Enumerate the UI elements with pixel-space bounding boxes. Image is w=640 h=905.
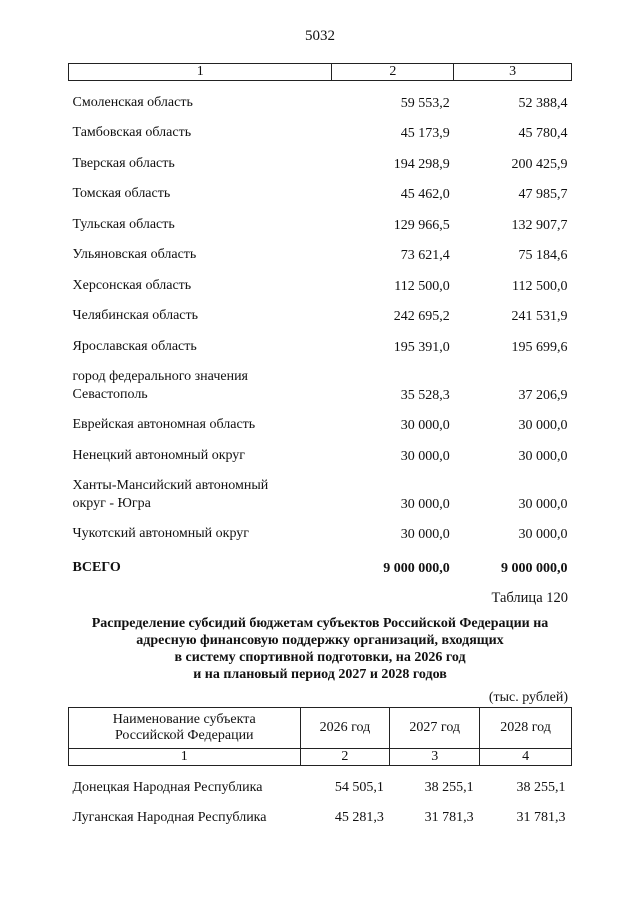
value-col-3: 52 388,4 [518, 95, 568, 111]
value-col-3: 241 531,9 [511, 309, 568, 324]
value-col-3: 75 184,6 [518, 248, 568, 263]
column-number-4: 4 [480, 749, 572, 766]
header-year-2028: 2028 год [480, 708, 572, 749]
value-col-3: 30 000,0 [518, 418, 568, 433]
column-number-2: 2 [332, 64, 454, 81]
header-year-2027: 2027 год [390, 708, 480, 749]
column-number-1: 1 [69, 749, 301, 766]
value-col-2: 45 173,9 [400, 126, 450, 141]
value-col-3: 47 985,7 [518, 187, 568, 202]
table-row [69, 766, 572, 797]
table-title-line-4: и на плановый период 2027 и 2028 годов [193, 667, 447, 682]
value-col-3: 112 500,0 [512, 278, 568, 294]
value-col-2: 30 000,0 [400, 496, 450, 512]
region-name [69, 356, 332, 404]
value-col-2: 129 966,5 [393, 217, 450, 233]
value-2027: 38 255,1 [424, 780, 474, 795]
header-year-2026: 2026 год [300, 708, 390, 749]
region-name: Челябинская область [72, 308, 198, 323]
value-col-2: 30 000,0 [400, 527, 450, 542]
table-row [69, 796, 572, 826]
region-name: Донецкая Народная Республика [72, 780, 263, 795]
table-header [69, 708, 572, 749]
sport-training-subsidy-table [68, 707, 572, 826]
region-name: Еврейская автономная область [72, 417, 256, 432]
value-col-2: 242 695,2 [393, 309, 450, 324]
column-number-3: 3 [454, 64, 572, 81]
subsidy-table-continued [68, 63, 572, 577]
page-number: 5032 [305, 28, 335, 44]
value-col-3: 132 907,7 [511, 217, 568, 233]
value-col-2: 45 462,0 [400, 187, 450, 202]
region-name-line-2: Севастополь [72, 386, 148, 402]
value-col-2: 195 391,0 [393, 339, 450, 355]
value-2028: 38 255,1 [516, 780, 566, 795]
column-number-header [69, 64, 572, 81]
region-name: Тверская область [72, 155, 175, 171]
header-subject-name [69, 708, 301, 749]
table-title-line-3: в систему спортивной подготовки, на 2026 год [174, 650, 466, 665]
column-number-header [69, 749, 572, 766]
value-2027: 31 781,3 [424, 810, 474, 825]
value-col-3: 30 000,0 [518, 448, 568, 464]
region-name: Чукотский автономный округ [72, 526, 250, 541]
table-row [69, 264, 572, 295]
value-col-3: 200 425,9 [511, 156, 568, 172]
value-col-3: 30 000,0 [518, 496, 568, 512]
value-col-2: 30 000,0 [400, 448, 450, 464]
region-name [69, 465, 332, 513]
region-name: Луганская Народная Республика [72, 810, 267, 825]
region-name-line-1: Ханты-Мансийский автономный [72, 477, 269, 493]
total-value-col-3: 9 000 000,0 [501, 561, 568, 576]
region-name: Смоленская область [72, 94, 193, 110]
value-col-2: 194 298,9 [393, 156, 450, 172]
column-number-3: 3 [390, 749, 480, 766]
header-subject-name-line-1: Наименование субъекта [112, 712, 256, 727]
value-col-2: 73 621,4 [400, 248, 450, 263]
value-2026: 54 505,1 [334, 780, 384, 795]
region-name: Ульяновская область [72, 247, 197, 262]
value-col-2: 35 528,3 [400, 387, 450, 403]
header-subject-name-line-2: Российской Федерации [114, 728, 254, 743]
units-label: (тыс. рублей) [488, 690, 568, 705]
value-col-3: 195 699,6 [511, 339, 568, 355]
table-title-line-1: Распределение субсидий бюджетам субъектов Российской Федерации на [91, 616, 549, 631]
table-row [69, 356, 572, 404]
column-number-2: 2 [300, 749, 390, 766]
table-row [69, 404, 572, 435]
table-row [69, 465, 572, 513]
total-label: ВСЕГО [72, 560, 121, 575]
region-name: Херсонская область [72, 277, 192, 293]
region-name-line-1: город федерального значения [72, 368, 248, 384]
value-col-2: 59 553,2 [400, 95, 450, 111]
value-col-3: 37 206,9 [518, 387, 568, 403]
table-row [69, 203, 572, 234]
table-row [69, 295, 572, 326]
table-row [69, 142, 572, 173]
table-row [69, 112, 572, 143]
table-row [69, 173, 572, 204]
total-value-col-2: 9 000 000,0 [383, 561, 450, 576]
table-row [69, 325, 572, 356]
table-title [60, 615, 580, 683]
value-2026: 45 281,3 [334, 810, 384, 825]
value-2028: 31 781,3 [516, 810, 566, 825]
table-row [69, 434, 572, 465]
value-col-3: 45 780,4 [518, 126, 568, 141]
total-row [69, 543, 572, 577]
region-name-line-2: округ - Югра [72, 495, 151, 511]
table-row [69, 513, 572, 544]
region-name: Тульская область [72, 216, 175, 232]
value-col-3: 30 000,0 [518, 527, 568, 542]
value-col-2: 112 500,0 [394, 278, 450, 294]
region-name: Ярославская область [72, 338, 197, 354]
value-col-2: 30 000,0 [400, 418, 450, 433]
region-name: Тамбовская область [72, 125, 192, 140]
region-name: Ненецкий автономный округ [72, 447, 246, 463]
table-title-line-2: адресную финансовую поддержку организаций, входящих [136, 633, 504, 648]
table-number: Таблица 120 [491, 590, 568, 606]
column-number-1: 1 [69, 64, 332, 81]
table-row [69, 81, 572, 112]
table-row [69, 234, 572, 265]
region-name: Томская область [72, 186, 171, 201]
